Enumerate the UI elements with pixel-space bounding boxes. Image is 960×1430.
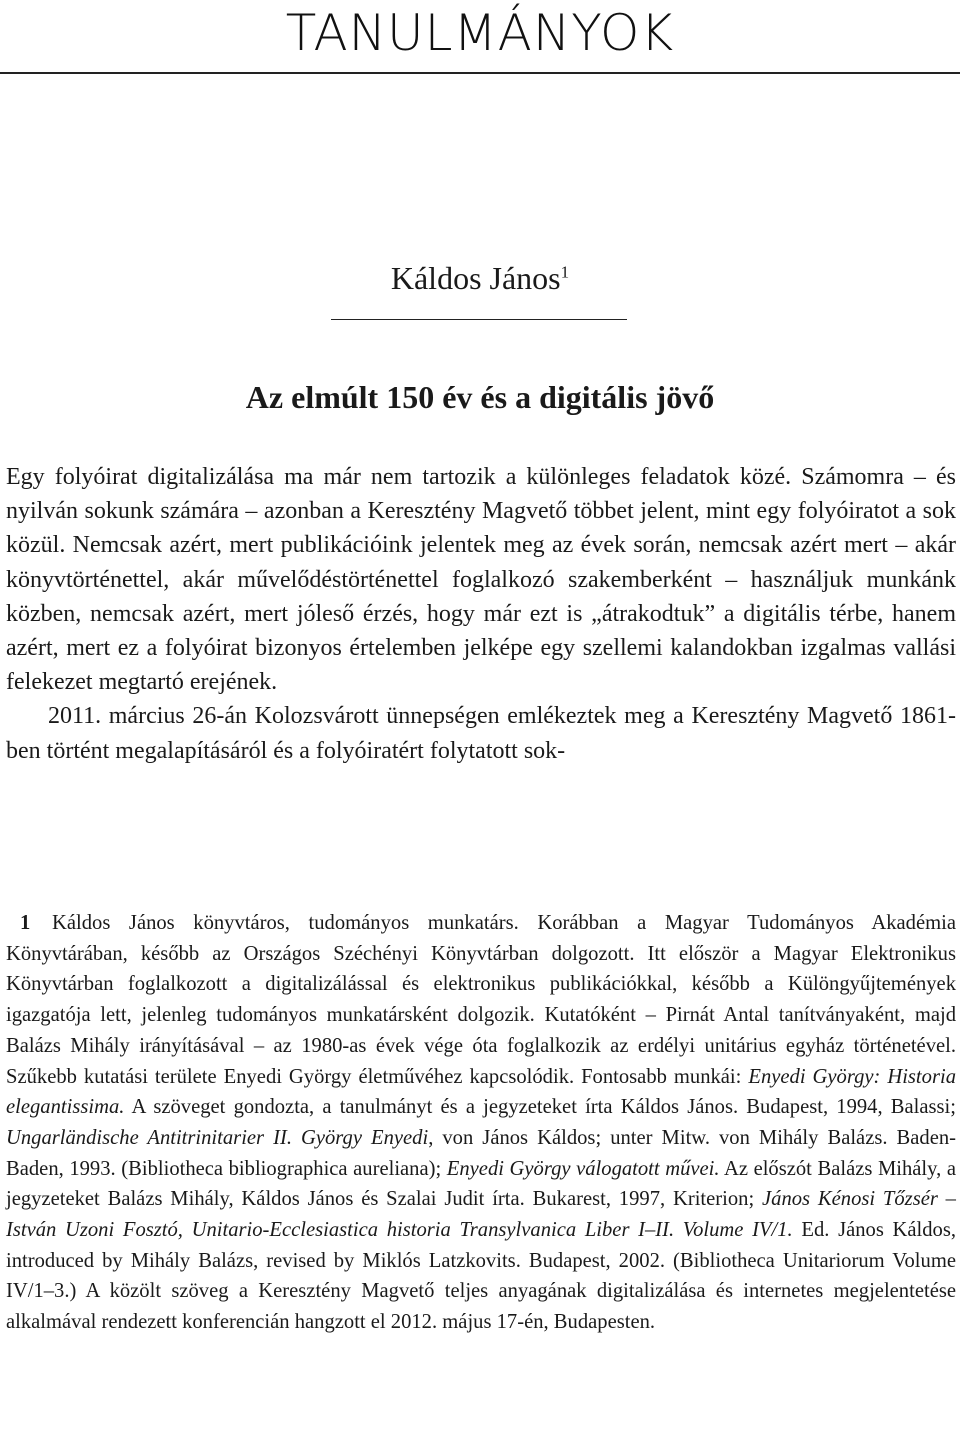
author-name: Káldos János (390, 260, 561, 296)
footnote-text: A szöveget gondozta, a tanulmányt és a jegyzeteket írta Káldos János. Budapest, 1994, Balassi; (124, 1096, 956, 1119)
section-title: TANULMÁNYOK (285, 4, 675, 62)
footnote-text: Az előszót Balázs Mihály, a jegyzeteket Balázs Mihály, Káldos János és Szalai Judit írta. Bukarest, 1997, Kriterion; (6, 1157, 956, 1211)
footnote-work-title: Ungarländische Antitrinitarier II. György Enyedi (6, 1126, 429, 1149)
footnote-text: Ed. János Káldos, introduced by Mihály Balázs, revised by Miklós Latzkovits. Budapest, 2002. (Bibliotheca Unitariorum Volume IV/1–3.) A közölt szöveg a Keresztény Magvető teljes anyagának digitalizálása és internetes megjelentetése alkalmával rendezett konferencián hangzott el 2012. május 17-én, Budapesten. (6, 1219, 956, 1334)
body-paragraph-2: 2011. március 26-án Kolozsvárott ünnepségen emlékeztek meg a Keresztény Magvető 1861-ben történt megalapításáról és a folyóiratért folytatott sok- (6, 703, 956, 764)
author-divider (331, 319, 627, 320)
article-title: Az elmúlt 150 év és a digitális jövő (245, 379, 715, 415)
section-divider (0, 72, 960, 74)
author-line (0, 258, 960, 298)
footnote-marker: 1 (20, 912, 31, 934)
footnote (6, 908, 956, 1338)
article-body (6, 460, 956, 768)
footnote-work-title: Enyedi György válogatott művei. (446, 1157, 720, 1180)
footnote-text: Káldos János könyvtáros, tudományos munkatárs. Korábban a Magyar Tudományos Akadémia Könyvtárában, később az Országos Széchényi Könyvtárban dolgozott. Itt először a Magyar Elektronikus Könyvtárban foglalkozott a digitalizálással és elektronikus publikációkkal, később a Különgyűjtemények igazgatója lett, jelenleg tudományos munkatársként dolgozik. Kutatóként – Pirnát Antal tanítványaként, majd Balázs Mihály irányításával – az 1980-as évek vége óta foglalkozik az erdélyi unitárius egyház történetével. Szűkebb kutatási területe Enyedi György életművéhez kapcsolódik. Fontosabb munkái: (6, 912, 956, 1088)
footnote-work-title: Enyedi György: Historia elegantissima. (6, 1065, 956, 1119)
body-paragraph-1: Egy folyóirat digitalizálása ma már nem tartozik a különleges feladatok közé. Számomra – és nyilván sokunk számára – azonban a Keresztény Magvető többet jelent, mint egy folyóiratot a sok közül. Nemcsak azért, mert publikációink jelentek meg az évek során, nemcsak azért mert – akár könyvtörténettel, akár művelődéstörténettel foglalkozó szakemberként – használjuk munkánk közben, nemcsak azért, mert jóleső érzés, hogy már ezt is „átrakodtuk” a digitális térbe, hanem azért, mert ez a folyóirat bizonyos értelemben jelképe egy szellemi kalandokban izgalmas vallási felekezet megtartó erejének. (6, 464, 956, 696)
footnote-text: , von János Káldos; unter Mitw. von Mihály Balázs. Baden-Baden, 1993. (Bibliotheca bibliographica aureliana); (6, 1126, 956, 1180)
author-footnote-ref: 1 (560, 262, 570, 282)
footnote-work-title: János Kénosi Tőzsér – István Uzoni Fosztó, Unitario-Ecclesiastica historia Transylvanica Liber I–II. Volume IV/1. (6, 1188, 956, 1242)
